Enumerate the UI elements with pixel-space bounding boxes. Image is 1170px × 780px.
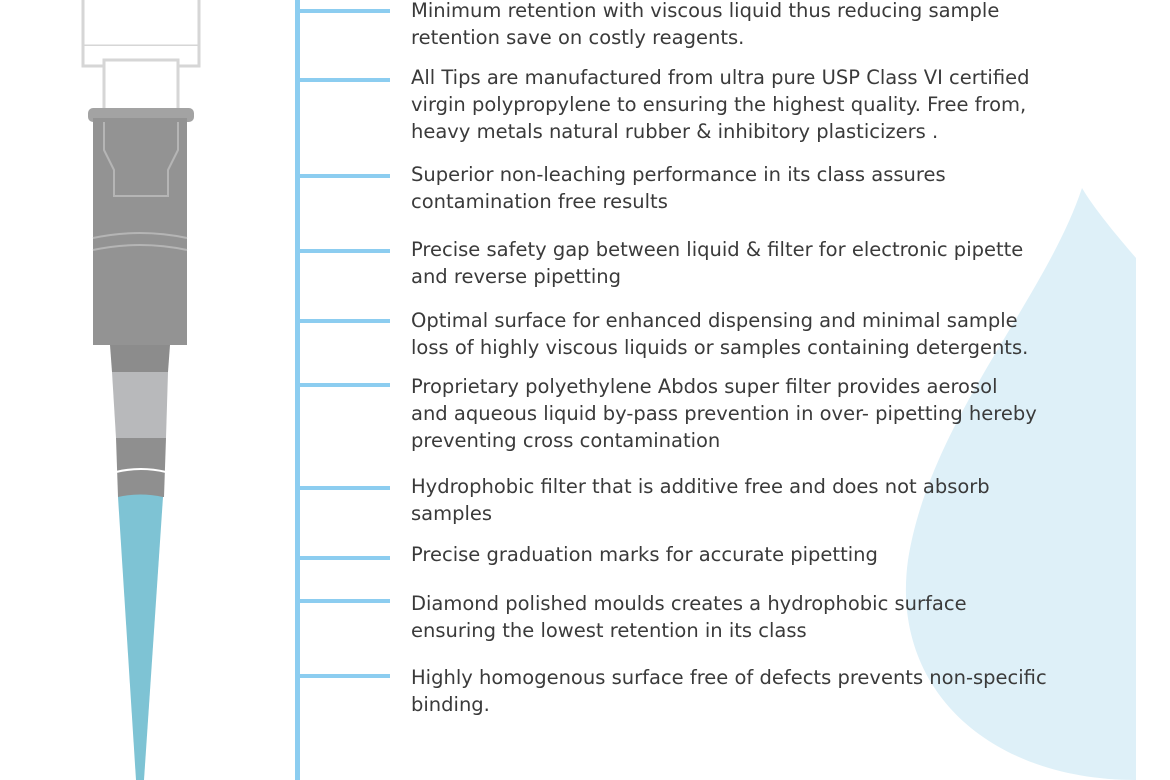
tick-mark [298, 249, 390, 253]
feature-text: Superior non-leaching performance in its class assures contamination free results [411, 163, 946, 213]
feature-text: Optimal surface for enhanced dispensing and minimal sample loss of highly viscous liquids or samples containing detergents. [411, 309, 1029, 359]
feature-text: Minimum retention with viscous liquid thus reducing sample retention save on costly reagents. [411, 0, 1000, 49]
tick-mark [298, 174, 390, 178]
feature-text: Precise safety gap between liquid & filter for electronic pipette and reverse pipetting [411, 238, 1024, 288]
tick-mark [298, 78, 390, 82]
liquid-fill [118, 495, 163, 780]
feature-text: Hydrophobic filter that is additive free and does not absorb samples [411, 475, 990, 525]
tick-mark [298, 383, 390, 387]
tick-mark [298, 9, 390, 13]
pipette-shaft [83, 0, 199, 110]
tick-mark [298, 486, 390, 490]
feature-text: Precise graduation marks for accurate pipetting [411, 543, 878, 566]
scale-ticks [298, 9, 390, 678]
feature-text: Proprietary polyethylene Abdos super filter provides aerosol and aqueous liquid by-pass prevention in over- pipetting hereby preventing cross contamination [411, 375, 1037, 452]
tick-mark [298, 674, 390, 678]
tick-mark [298, 556, 390, 560]
tip-cone [110, 345, 170, 497]
tick-mark [298, 319, 390, 323]
feature-text: Highly homogenous surface free of defects prevents non-specific binding. [411, 666, 1047, 716]
feature-text: Diamond polished moulds creates a hydrophobic surface ensuring the lowest retention in its class [411, 592, 967, 642]
scale-line [295, 0, 300, 780]
tick-mark [298, 599, 390, 603]
tip-hub [93, 118, 187, 345]
feature-text: All Tips are manufactured from ultra pure USP Class VI certified virgin polypropylene to ensuring the highest quality. Free from, heavy metals natural rubber & inhibitory plasticizers . [411, 66, 1030, 143]
